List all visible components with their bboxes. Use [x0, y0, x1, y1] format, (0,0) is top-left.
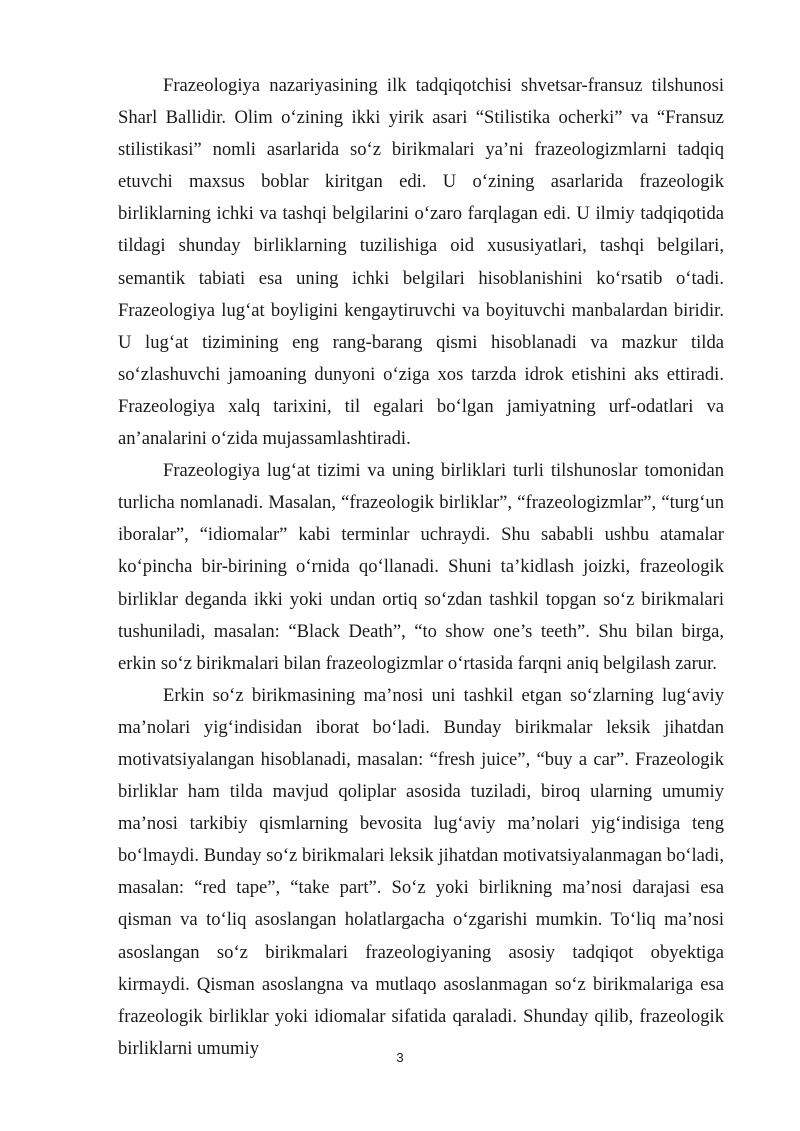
paragraph-2: Frazeologiya lug‘at tizimi va uning birliklari turli tilshunoslar tomonidan turlicha nomlanadi. Masalan, “frazeologik birliklar”, “frazeologizmlar”, “turg‘un iboralar”, “idiomalar” kabi terminlar uchraydi. Shu sababli ushbu atamalar ko‘pincha bir-birining o‘rnida qo‘llanadi. Shuni ta’kidlash joizki, frazeologik birliklar deganda ikki yoki undan ortiq so‘zdan tashkil topgan so‘z birikmalari tushuniladi, masalan: “Black Death”, “to show one’s teeth”. Shu bilan birga, erkin so‘z birikmalari bilan frazeologizmlar o‘rtasida farqni aniq belgilash zarur. [118, 460, 724, 674]
document-body [118, 70, 724, 1065]
paragraph-1: Frazeologiya nazariyasining ilk tadqiqotchisi shvetsar-fransuz tilshunosi Sharl Ballidir. Olim o‘zining ikki yirik asari “Stilistika ocherki” va “Fransuz stilistikasi” nomli asarlarida so‘z birikmalari ya’ni frazeologizmlarni tadqiq etuvchi maxsus boblar kiritgan edi. U o‘zining asarlarida frazeologik birliklarning ichki va tashqi belgilarini o‘zaro farqlagan edi. U ilmiy tadqiqotida tildagi shunday birliklarning tuzilishiga oid xususiyatlari, tashqi belgilari, semantik tabiati esa uning ichki belgilari hisoblanishini ko‘rsatib o‘tadi. Frazeologiya lug‘at boyligini kengaytiruvchi va boyituvchi manbalardan biridir. U lug‘at tizimining eng rang-barang qismi hisoblanadi va mazkur tilda so‘zlashuvchi jamoaning dunyoni o‘ziga xos tarzda idrok etishini aks ettiradi. Frazeologiya xalq tarixini, til egalari bo‘lgan jamiyatning urf-odatlari va an’analarini o‘zida mujassamlashtiradi. [118, 75, 724, 450]
page-number: 3 [396, 1050, 404, 1065]
paragraph-3: Erkin so‘z birikmasining ma’nosi uni tashkil etgan so‘zlarning lug‘aviy ma’nolari yig‘indisidan iborat bo‘ladi. Bunday birikmalar leksik jihatdan motivatsiyalangan hisoblanadi, masalan: “fresh juice”, “buy a car”. Frazeologik birliklar ham tilda mavjud qoliplar asosida tuziladi, biroq ularning umumiy ma’nosi tarkibiy qismlarning bevosita lug‘aviy ma’nolari yig‘indisiga teng bo‘lmaydi. Bunday so‘z birikmalari leksik jihatdan motivatsiyalanmagan bo‘ladi, masalan: “red tape”, “take part”. So‘z yoki birlikning ma’nosi darajasi esa qisman va to‘liq asoslangan holatlargacha o‘zgarishi mumkin. To‘liq ma’nosi asoslangan so‘z birikmalari frazeologiyaning asosiy tadqiqot obyektiga kirmaydi. Qisman asoslangna va mutlaqo asoslanmagan so‘z birikmalariga esa frazeologik birliklar yoki idiomalar sifatida qaraladi. Shunday qilib, frazeologik birliklarni umumiy [118, 684, 724, 1059]
